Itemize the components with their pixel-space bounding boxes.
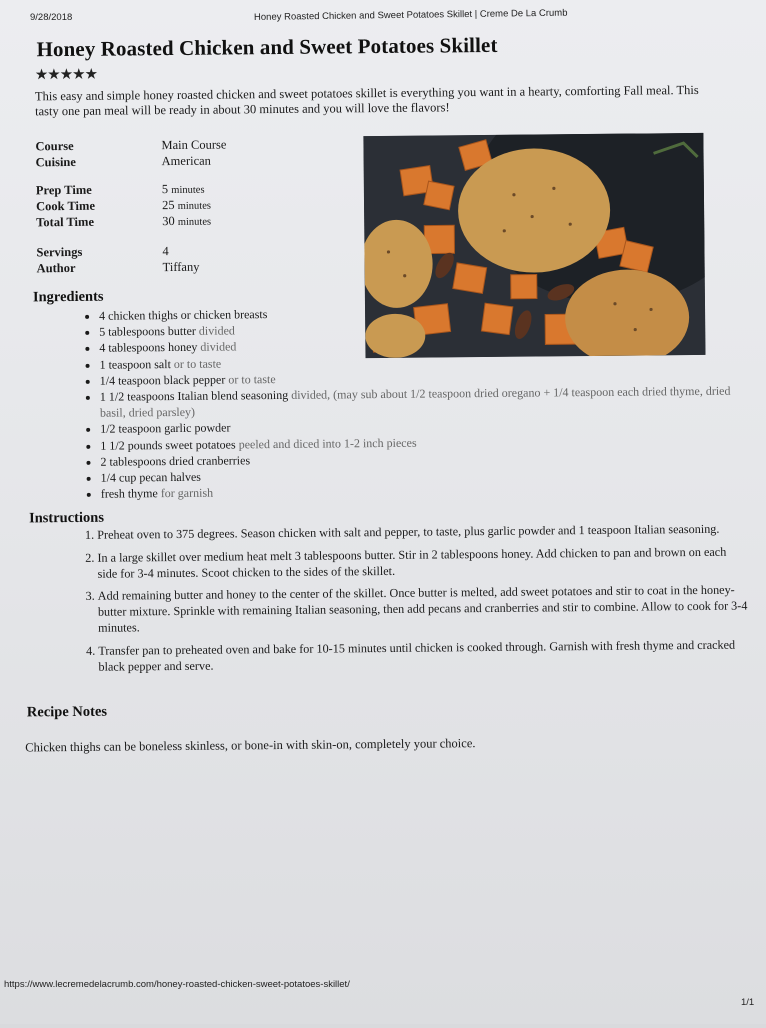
print-date: 9/28/2018	[30, 12, 73, 23]
recipe-title: Honey Roasted Chicken and Sweet Potatoes Skillet	[36, 32, 498, 62]
instruction-step: 3. Add remaining butter and honey to the center of the skillet. Once butter is melted, add sweet potatoes and stir to coat in the honey-butter mixture. Sprinkle with remaining Italian seasoning, then add pecans and cranberries and stir to combine. Allow to cook for 3-4 minutes.	[98, 583, 748, 637]
instructions-list	[81, 522, 748, 683]
ingredients-heading: Ingredients	[32, 288, 104, 306]
instructions-heading: Instructions	[28, 509, 105, 527]
recipe-card: Honey Roasted Chicken and Sweet Potatoes Skillet ★★★★★ This easy and simple honey roasted chicken and sweet potatoes skillet is everything you want in a hearty, comforting Fall meal. This tasty one pan meal will be ready in about 30 minutes and you will love the flavors! Course Main Course Cuisine American Prep Time 5 minutes Cook Time 25 minutes Total Time 30 minutes Servings 4 Author Tiffany Ingredients • 4 chicken thighs or chicken breasts • 5 tablespoons butter divided • 4 tablespoons honey divided • 1 teaspoon salt or to taste • 1/4 teaspoon black pepper or to taste • 1 1/2 teaspoons Italian blend seasoning divided, (may sub about 1/2 teaspoon dried oregano + 1/4 teaspoon each dried thyme, dried basil, dried parsley) • 1/2 teaspoon garlic powder • 1 1/2 pounds sweet potatoes peeled and diced into 1-2 inch pieces • 2 tablespoons dried cranberries • 1/4 cup pecan halves • fresh thyme for garnish Instructions 1. Preheat oven to 375 degrees. Season chicken with salt and pepper, to taste, plus garlic powder and 1 teaspoon Italian seasoning. 2. In a large skillet over medium heat melt 3 tablespoons butter. Stir in 2 tablespoons honey. Add chicken to pan and brown on each side for 3-4 minutes. Scoot chicken to the sides of the skillet. 3. Add remaining butter and honey to the center of the skillet. Once butter is melted, add sweet potatoes and stir to coat in the honey-butter mixture. Sprinkle with remaining Italian seasoning, then add pecans and cranberries and stir to combine. Allow to cook for 3-4 minutes. 4. Transfer pan to preheated oven and bake for 10-15 minutes until chicken is cooked through. Garnish with fresh thyme and cracked black pepper and serve. Recipe Notes Chicken thighs can be boneless skinless, or bone-in with skin-on, completely your choice.	[0, 0, 766, 1028]
ingredient-item: • 5 tablespoons butter divided	[99, 318, 739, 340]
instruction-step: 1. Preheat oven to 375 degrees. Season chicken with salt and pepper, to taste, plus garlic powder and 1 teaspoon Italian seasoning.	[97, 522, 747, 544]
ingredient-item: • 4 chicken thighs or chicken breasts	[99, 302, 739, 324]
ingredient-item: • fresh thyme for garnish	[101, 480, 741, 502]
star-icon: ★★★★★	[34, 66, 98, 84]
star-rating	[35, 65, 97, 85]
recipe-intro: This easy and simple honey roasted chicken and sweet potatoes skillet is everything you want in a hearty, comforting Fall meal. This tasty one pan meal will be ready in about 30 minutes and you will love the flavors!	[34, 82, 699, 119]
ingredients-list	[83, 302, 741, 503]
ingredient-item: • 1 1/2 teaspoons Italian blend seasoning divided, (may sub about 1/2 teaspoon dried oregano + 1/4 teaspoon each dried thyme, dried basil, dried parsley)	[100, 383, 740, 422]
print-site-title: Honey Roasted Chicken and Sweet Potatoes Skillet | Creme De La Crumb	[253, 7, 568, 23]
ingredient-item: • 1 1/2 pounds sweet potatoes peeled and diced into 1-2 inch pieces	[100, 431, 740, 453]
page-number: 1/1	[741, 997, 755, 1008]
ingredient-item: • 1 teaspoon salt or to taste	[99, 350, 739, 372]
ingredient-item: • 1/2 teaspoon garlic powder	[100, 415, 740, 437]
footer-url: https://www.lecremedelacrumb.com/honey-roasted-chicken-sweet-potatoes-skillet/	[4, 979, 350, 990]
ingredient-item: • 4 tablespoons honey divided	[99, 334, 739, 356]
instruction-step: 4. Transfer pan to preheated oven and bake for 10-15 minutes until chicken is cooked through. Garnish with fresh thyme and cracked black pepper and serve.	[98, 637, 748, 675]
instruction-step: 2. In a large skillet over medium heat melt 3 tablespoons butter. Stir in 2 tablespoons honey. Add chicken to pan and brown on each side for 3-4 minutes. Scoot chicken to the sides of the skillet.	[97, 544, 747, 582]
recipe-notes-heading: Recipe Notes	[26, 703, 108, 721]
ingredient-item: • 1/4 cup pecan halves	[101, 464, 741, 486]
ingredient-item: • 2 tablespoons dried cranberries	[100, 447, 740, 469]
ingredient-item: • 1/4 teaspoon black pepper or to taste	[100, 366, 740, 388]
recipe-notes-text: Chicken thighs can be boneless skinless, or bone-in with skin-on, completely your choice.	[25, 736, 476, 755]
